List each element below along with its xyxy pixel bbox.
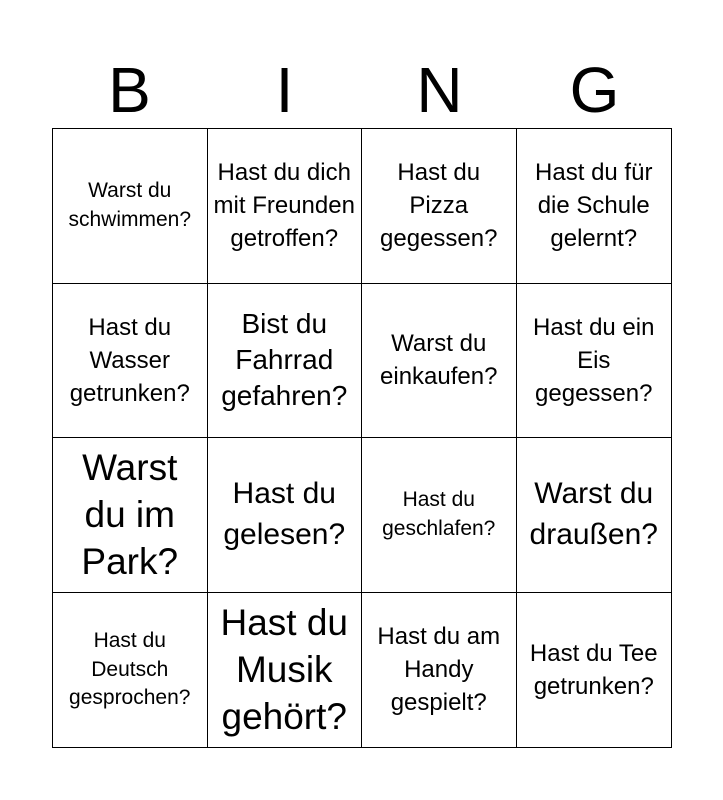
- bingo-cell-r2c1[interactable]: Hast du Wasser getrunken?: [53, 284, 208, 439]
- bingo-cell-r3c1[interactable]: Warst du im Park?: [53, 438, 208, 593]
- bingo-cell-r4c4[interactable]: Hast du Tee getrunken?: [529, 639, 658, 700]
- bingo-grid: [52, 128, 672, 748]
- bingo-cell-r1c1[interactable]: Warst du schwimmen?: [53, 129, 208, 284]
- bingo-cell-r4c3[interactable]: Hast du am Handy gespielt?: [362, 593, 517, 748]
- header-letter-g: G: [569, 54, 620, 126]
- bingo-cell-r3c2[interactable]: Hast du gelesen?: [208, 438, 363, 593]
- header-letter-n: N: [416, 54, 463, 126]
- bingo-cell-r2c3[interactable]: Warst du einkaufen?: [362, 284, 517, 439]
- bingo-cell-r3c3[interactable]: Hast du geschlafen?: [362, 438, 517, 593]
- bingo-cell-r4c1[interactable]: Hast du Deutsch gesprochen?: [53, 593, 208, 748]
- bingo-header: [52, 52, 672, 128]
- bingo-cell-r4c2[interactable]: Hast du Musik gehört?: [208, 593, 363, 748]
- header-letter-b: B: [108, 54, 151, 126]
- bingo-cell-r1c3[interactable]: Hast du Pizza gegessen?: [362, 129, 517, 284]
- bingo-cell-r3c4[interactable]: Warst du draußen?: [517, 438, 672, 593]
- bingo-cell-r2c4[interactable]: Hast du ein Eis gegessen?: [517, 284, 672, 439]
- header-letter-i: I: [275, 54, 294, 126]
- bingo-cell-r2c2[interactable]: Bist du Fahrrad gefahren?: [208, 284, 363, 439]
- bingo-cell-r1c4[interactable]: Hast du für die Schule gelernt?: [517, 129, 672, 284]
- bingo-cell-r1c2[interactable]: Hast du dich mit Freunden getroffen?: [208, 129, 363, 284]
